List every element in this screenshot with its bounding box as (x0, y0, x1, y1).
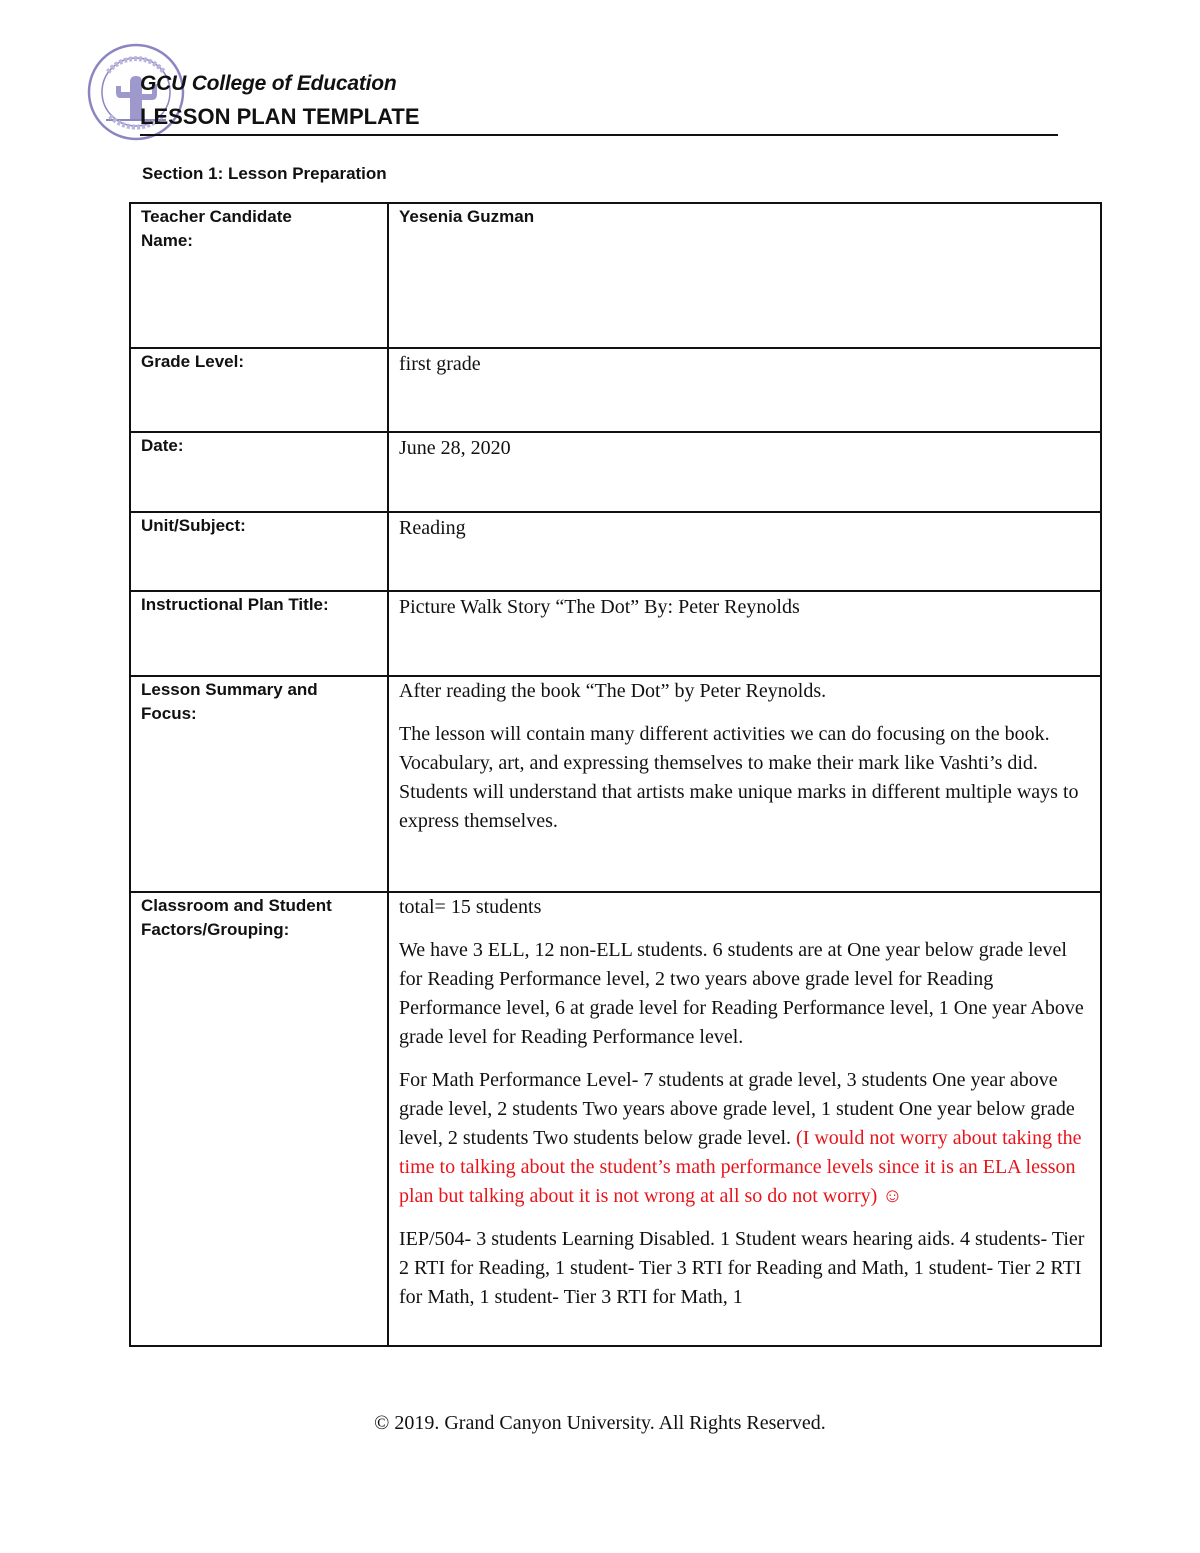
teacher-name: Yesenia Guzman (399, 207, 535, 226)
classroom-label: Classroom and Student Factors/Grouping: (141, 896, 332, 939)
grade-value-cell (388, 348, 1101, 432)
teacher-label-cell (130, 203, 388, 348)
summary-label-cell (130, 676, 388, 892)
unit-value: Reading (399, 517, 466, 539)
summary-paragraph: After reading the book “The Dot” by Peter Reynolds. (399, 680, 827, 702)
footer-copyright: © 2019. Grand Canyon University. All Rights Reserved. (374, 1412, 826, 1434)
date-value: June 28, 2020 (399, 437, 511, 459)
reviewer-comment: (I would not worry about taking the time to talking about the student’s math performance levels since it is an ELA lesson plan but talking about it is not wrong at all so do not worry) ☺ (399, 1127, 1082, 1207)
classroom-label-cell (130, 892, 388, 1346)
summary-value-cell (388, 676, 1101, 892)
title-label-cell (130, 591, 388, 676)
classroom-value-cell (388, 892, 1101, 1346)
grade-value: first grade (399, 353, 481, 375)
math-performance-text: For Math Performance Level- 7 students at grade level, 3 students One year above grade level, 2 students Two years above grade level, 1 student One year below grade level, 2 students Two students below grade level. (399, 1069, 1075, 1149)
grade-label: Grade Level: (141, 352, 244, 371)
summary-label: Lesson Summary and Focus: (141, 680, 318, 723)
date-value-cell (388, 432, 1101, 512)
table-row-classroom (130, 892, 1101, 1346)
grade-label-cell (130, 348, 388, 432)
classroom-paragraph: total= 15 students (399, 896, 542, 918)
classroom-paragraph (399, 1066, 1090, 1211)
table-row-date (130, 432, 1101, 512)
document-title: LESSON PLAN TEMPLATE (140, 104, 420, 129)
table-row-grade (130, 348, 1101, 432)
table-row-summary (130, 676, 1101, 892)
classroom-paragraph: We have 3 ELL, 12 non-ELL students. 6 students are at One year below grade level for Reading Performance level, 2 two years above grade level for Reading Performance level, 6 at grade level for Reading Performance level, 1 One year Above grade level for Reading Performance level. (399, 939, 1084, 1048)
date-label: Date: (141, 436, 184, 455)
unit-label-cell (130, 512, 388, 591)
section-heading: Section 1: Lesson Preparation (142, 164, 387, 183)
table-row-unit (130, 512, 1101, 591)
summary-paragraph: The lesson will contain many different activities we can do focusing on the book. Vocabulary, art, and expressing themselves to make their mark like Vashti’s did. Students will understand that artists make unique marks in different multiple ways to express themselves. (399, 723, 1079, 832)
lesson-preparation-table (129, 202, 1102, 1347)
college-name: GCU College of Education (140, 72, 397, 95)
title-value: Picture Walk Story “The Dot” By: Peter Reynolds (399, 596, 800, 618)
table-row-title (130, 591, 1101, 676)
table-row-teacher (130, 203, 1101, 348)
header-rule (140, 134, 1058, 136)
unit-value-cell (388, 512, 1101, 591)
classroom-content (399, 893, 1090, 1341)
classroom-paragraph: IEP/504- 3 students Learning Disabled. 1 Student wears hearing aids. 4 students- Tier 2 RTI for Reading, 1 student- Tier 3 RTI for Reading and Math, 1 student- Tier 2 RTI for Math, 1 student- Tier 3 RTI for Math, 1 (399, 1228, 1085, 1308)
title-label: Instructional Plan Title: (141, 595, 329, 614)
unit-label: Unit/Subject: (141, 516, 246, 535)
date-label-cell (130, 432, 388, 512)
teacher-value-cell (388, 203, 1101, 348)
teacher-label: Teacher Candidate Name: (141, 207, 292, 250)
title-value-cell (388, 591, 1101, 676)
